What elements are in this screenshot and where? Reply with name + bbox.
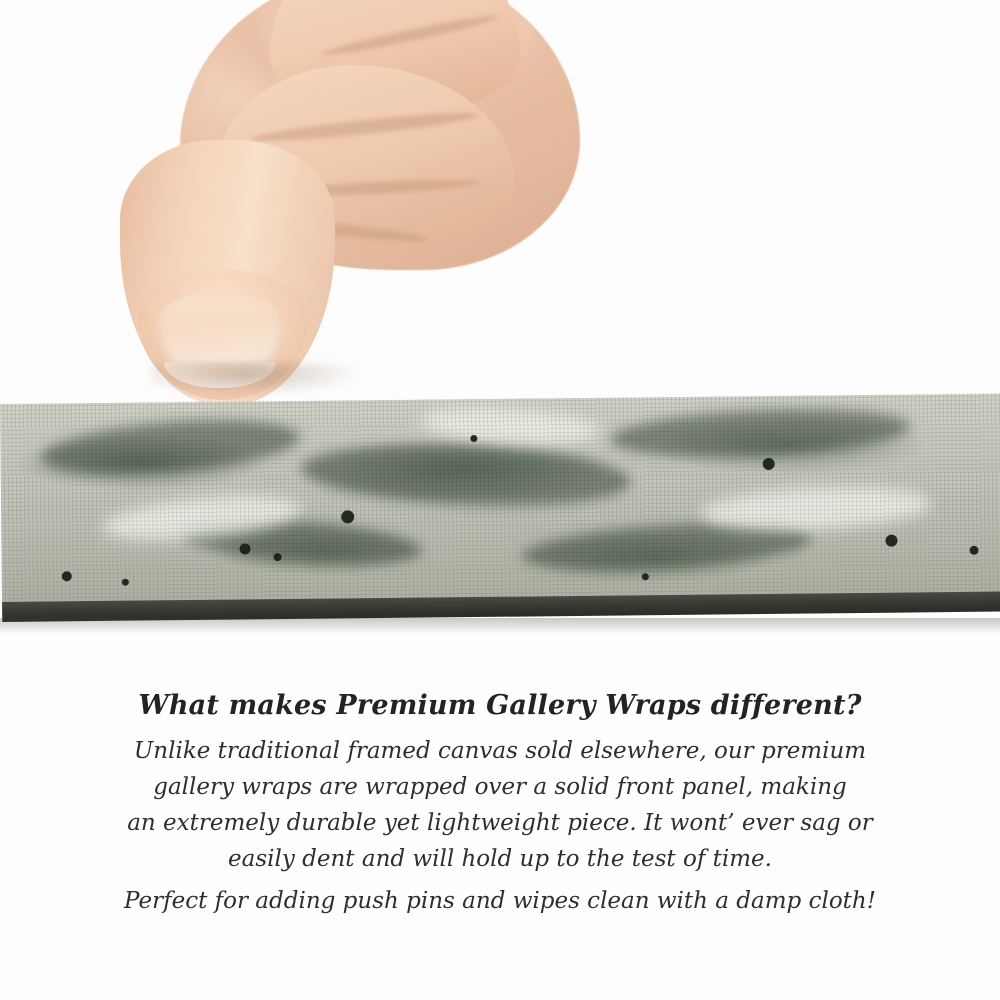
hand-pressing-canvas <box>120 0 590 420</box>
canvas-weave-texture <box>0 394 1000 605</box>
caption-line: Unlike traditional framed canvas sold elsewhere, our premium <box>133 738 867 764</box>
canvas-drop-shadow <box>0 618 1000 634</box>
caption-heading: What makes Premium Gallery Wraps different? <box>138 690 862 721</box>
caption-line: an extremely durable yet lightweight piece. It wont’ ever sag or <box>127 810 873 836</box>
caption-block <box>0 690 1000 919</box>
canvas-wrap-edge <box>0 394 1000 622</box>
caption-line: gallery wraps are wrapped over a solid front panel, making <box>153 774 847 800</box>
caption-line: easily dent and will hold up to the test of time. <box>228 846 772 872</box>
caption-footer: Perfect for adding push pins and wipes clean with a damp cloth! <box>124 888 876 914</box>
finger-contact-shadow <box>150 362 360 396</box>
caption-body <box>120 733 880 877</box>
